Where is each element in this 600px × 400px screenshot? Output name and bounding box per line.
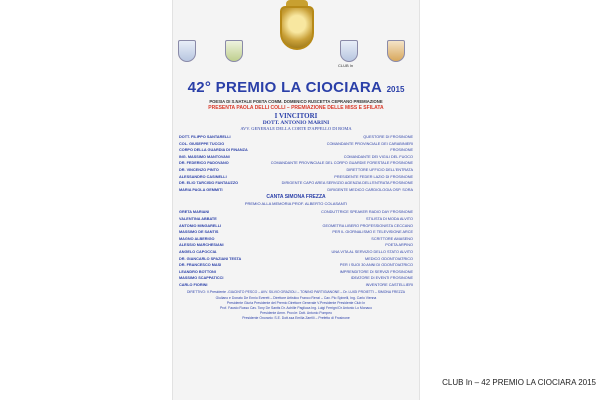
winner-role: DIRIGENTE CAPO AREA SERVIZIO AGENZIA DELL'ENTRATA FROSINONE bbox=[281, 181, 413, 186]
municipal-crest-icon bbox=[178, 40, 196, 62]
winner-role: DIRETTORE UFFICIO DELL'ENTRATA bbox=[346, 167, 413, 172]
winner-name: DR. ELIO TARCISIO FANTAUZZO bbox=[179, 181, 239, 186]
winner-name: CORPO DELLA GUARDIA DI FINANZA bbox=[179, 148, 248, 153]
singer-line: CANTA SIMONA FREZZA bbox=[266, 194, 326, 201]
winner-name: MASSIMO DE SANTIS bbox=[179, 230, 219, 235]
winner-role: DIRIGENTE MEDICO CARDIOLOGIA OSP. SORA bbox=[327, 187, 413, 192]
winner-role: SCRITTORE AMASENO bbox=[371, 236, 413, 241]
winner-row bbox=[179, 209, 413, 216]
winner-role: STILISTA DI MODA ALVITO bbox=[365, 216, 413, 221]
winner-name: DR. GIANCARLO SPAZIANI TESTA bbox=[179, 256, 242, 261]
footer-line: Presidente Onorario: S.E. Dott.ssa Emilia Zarrilli – Prefetto di Frosinone bbox=[242, 316, 350, 321]
winner-row bbox=[179, 141, 413, 148]
winner-name: ALESSANDRO CASINELLI bbox=[179, 174, 227, 179]
memorial-award: PREMIO ALLA MEMORIA PROF. ALBERTO COLASANTI bbox=[244, 201, 348, 207]
winner-row bbox=[179, 154, 413, 161]
winner-role: COMANDANTE DEI VIGILI DEL FUOCO bbox=[343, 154, 413, 159]
footer-line: Giuliano e Donato De Ennio Everett – Direttore Artistico Franco Renzi – Cav. Pio Spinelli, Ing. Carlo Vienna bbox=[215, 295, 377, 300]
winner-name: DR. FEDERICO PADOVANO bbox=[179, 161, 229, 166]
subtitle-presenter: PRESENTA PAOLA DELLI COLLI – PREMIAZIONE DELLE MISS E SFILATA bbox=[208, 105, 384, 111]
club-emblem-icon bbox=[280, 6, 314, 50]
winner-row bbox=[179, 167, 413, 174]
winner-row bbox=[179, 269, 413, 276]
winner-row bbox=[179, 160, 413, 167]
winner-name: LEANDRO BOTTONI bbox=[179, 269, 216, 274]
winner-row bbox=[179, 262, 413, 269]
winner-role: FROSINONE bbox=[390, 148, 413, 153]
winner-role: PER I SUOI 30 ANNI DI ODONTOIATRICO bbox=[339, 263, 413, 268]
winner-row bbox=[179, 187, 413, 194]
footer-line: Presidente Amm. Prov.le: Dott. Antonio Pompeo bbox=[260, 311, 332, 316]
winner-role: UNA VITA AL SERVIZIO DELLO STATO ALVITO bbox=[331, 249, 413, 254]
winner-role: MEDICO ODONTOIATRICO bbox=[365, 256, 413, 261]
poster-document bbox=[172, 0, 420, 400]
winner-row bbox=[179, 174, 413, 181]
municipal-crest-icon bbox=[225, 40, 243, 62]
winner-row bbox=[179, 134, 413, 141]
winner-row bbox=[179, 147, 413, 154]
winner-name: ANTONIO MINGARELLI bbox=[179, 223, 222, 228]
winner-role: PER IL GIORNALISMO E TELEVISIONE ARCE bbox=[332, 230, 413, 235]
winner-row bbox=[179, 216, 413, 223]
winner-name: MAGNO ALBERIGO bbox=[179, 236, 215, 241]
province-crest-icon bbox=[387, 40, 405, 62]
winner-row bbox=[179, 249, 413, 256]
winner-name: VALENTINA ABBATE bbox=[179, 216, 217, 221]
winner-row bbox=[179, 223, 413, 230]
winners-heading: I VINCITORI bbox=[274, 112, 318, 120]
winner-role: IDEATORE DI EVENTI FROSINONE bbox=[350, 276, 413, 281]
winner-role: GEOMETRA LIBERO PROFESSIONISTA CECCANO bbox=[322, 223, 413, 228]
winners-list-2 bbox=[173, 209, 419, 288]
winner-row bbox=[179, 275, 413, 282]
winner-row bbox=[179, 242, 413, 249]
winner-row bbox=[179, 282, 413, 289]
winner-name: DR. VINCENZO PINTO bbox=[179, 167, 219, 172]
crest-row bbox=[173, 0, 419, 78]
winner-name: CARLO FIORINI bbox=[179, 282, 208, 287]
poster-title bbox=[173, 80, 419, 96]
winner-name: DOTT. FILIPPO SANTARELLI bbox=[179, 135, 231, 139]
honoree-name: DOTT. ANTONIO MARINI bbox=[262, 120, 330, 126]
footer-line: Presidente Giuria Presidente del Premio Direttore Generale V.Presidente Presidente Club In bbox=[226, 300, 366, 305]
winner-role: COMANDANTE PROVINCIALE DEL CORPO GUARDIE FORESTALE FROSINONE bbox=[270, 161, 413, 166]
winner-name: GRETA MARIANI bbox=[179, 210, 210, 215]
winners-list-1 bbox=[173, 134, 419, 193]
winner-name: DR. FRANCESCO MASI bbox=[179, 263, 222, 268]
winner-role: COMANDANTE PROVINCIALE DEI CARABINIERI bbox=[326, 141, 413, 146]
winner-role: IMPRENDITORE DI SERVIZI FROSINONE bbox=[339, 269, 413, 274]
winner-name: MARIA PAOLA GEMMITI bbox=[179, 187, 223, 192]
image-caption: CLUB In – 42 PREMIO LA CIOCIARA 2015 bbox=[442, 378, 596, 387]
footer-line: Prof. Fausto Russo Cav. Tony De Santis Dr. Achille Pagliuca Ing. Luigi Ferrigni Dr Antonio Lo Monaco bbox=[220, 306, 372, 311]
winner-role: POETA ARPINO bbox=[385, 243, 413, 248]
crest-label: CLUB In bbox=[338, 63, 354, 68]
winner-name: ING. MASSIMO MANTOVANI bbox=[179, 154, 230, 159]
club-crest-icon bbox=[340, 40, 358, 62]
committee-footer bbox=[173, 290, 419, 321]
title-main: 42° PREMIO LA CIOCIARA bbox=[187, 79, 383, 96]
winner-role: CONDUTTRICE SPEAKER RADIO DAY FROSINONE bbox=[321, 210, 413, 215]
winner-row bbox=[179, 229, 413, 236]
winner-role: QUESTORE DI FROSINONE bbox=[363, 135, 413, 139]
title-year: 2015 bbox=[386, 85, 405, 94]
winner-row bbox=[179, 256, 413, 263]
footer-line: DIRETTIVO: V.Presidente -GIACINTO PESCO – AVV. SILVIO GRAZIOLI – TONINO PARTIGIANONE – Dr. LUIGI PROIETTI – SIMONA FREZZA bbox=[186, 290, 406, 295]
winner-role: PRESIDENTE FEDER LAZIO DI FROSINONE bbox=[334, 174, 413, 179]
winner-name: ANGELO CAPOCCIA bbox=[179, 249, 217, 254]
subtitle-poetry: POESIA DI S.NATALE POETA COMM. DOMENICO RUSCETTA CEPRANO PREMIAZIONE bbox=[209, 99, 383, 104]
winner-name: COL. GIUSEPPE TUCCIO bbox=[179, 141, 225, 146]
honoree-role: AVV. GENERALE DELLA CORTE D'APPELLO DI ROMA bbox=[240, 126, 352, 131]
winner-name: ALESSIO MARCHESIANI bbox=[179, 243, 224, 248]
winner-role: INVENTORE CASTELLIERI bbox=[365, 282, 413, 287]
winner-row bbox=[179, 236, 413, 243]
winner-row bbox=[179, 180, 413, 187]
winner-name: MASSIMO SCAPPATICCI bbox=[179, 276, 224, 281]
